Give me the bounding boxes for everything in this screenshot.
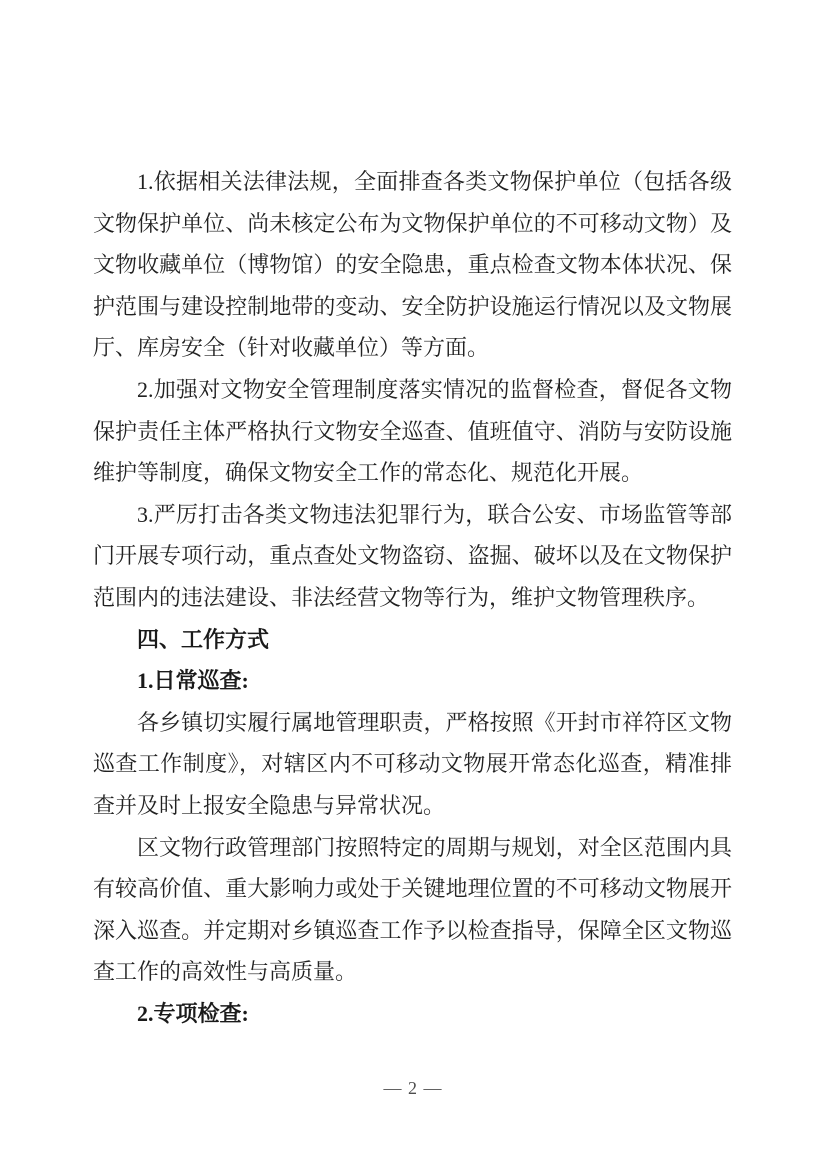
- section-heading-work-methods: 四、工作方式: [137, 626, 270, 652]
- page-number: — 2 —: [383, 1078, 443, 1098]
- paragraph-2-supervision: 2.加强对文物安全管理制度落实情况的监督检查，督促各文物保护责任主体严格执行文物安全巡查、值班值守、消防与安防设施维护等制度，确保文物安全工作的常态化、规范化开展。: [93, 376, 732, 486]
- paragraph-5-district-patrol: 区文物行政管理部门按照特定的周期与规划，对全区范围内具有较高价值、重大影响力或处于关键地理位置的不可移动文物展开深入巡查。并定期对乡镇巡查工作予以检查指导，保障全区文物巡查工作的高效性与高质量。: [93, 834, 732, 985]
- document-body: [93, 161, 732, 1034]
- subheading-daily-patrol: 1.日常巡查:: [137, 668, 249, 694]
- paragraph-4-township-patrol: 各乡镇切实履行属地管理职责，严格按照《开封市祥符区文物巡查工作制度》，对辖区内不可移动文物展开常态化巡查，精准排查并及时上报安全隐患与异常状况。: [93, 709, 732, 818]
- paragraph-3-crackdown: 3.严厉打击各类文物违法犯罪行为，联合公安、市场监管等部门开展专项行动，重点查处文物盗窃、盗掘、破坏以及在文物保护范围内的违法建设、非法经营文物等行为，维护文物管理秩序。: [93, 501, 732, 610]
- subheading-special-inspection: 2.专项检查:: [137, 1000, 249, 1026]
- paragraph-1-survey: 1.依据相关法律法规，全面排查各类文物保护单位（包括各级文物保护单位、尚未核定公布为文物保护单位的不可移动文物）及文物收藏单位（博物馆）的安全隐患，重点检查文物本体状况、保护范围与建设控制地带的变动、安全防护设施运行情况以及文物展厅、库房安全（针对收藏单位）等方面。: [93, 169, 732, 361]
